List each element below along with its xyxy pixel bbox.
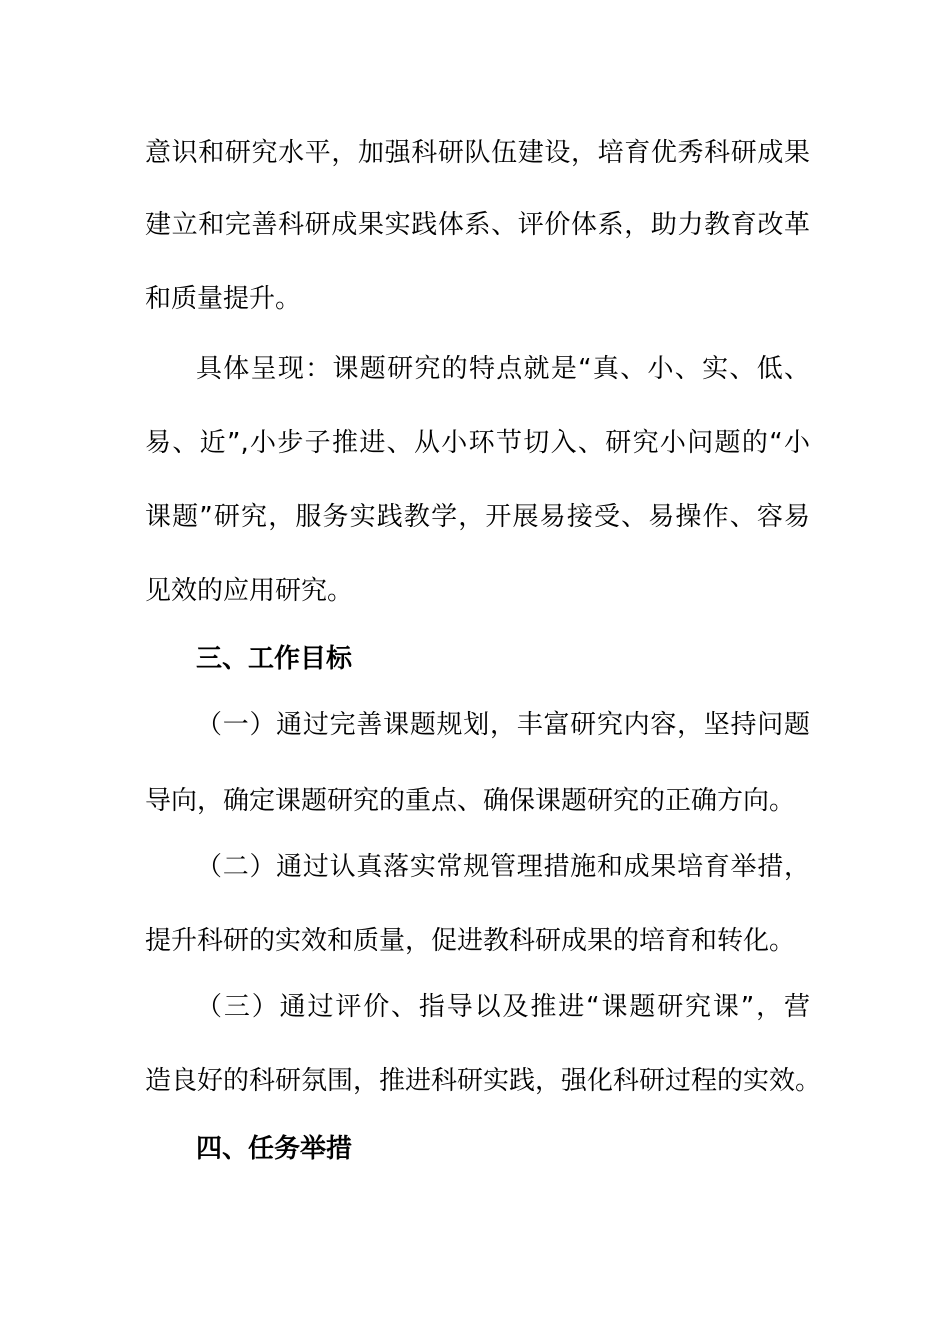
section-heading-task-measures: 四、任务举措 xyxy=(196,1134,353,1164)
paragraph-line: （一）通过完善课题规划，丰富研究内容，坚持问题 xyxy=(196,710,810,740)
paragraph-line: （二）通过认真落实常规管理措施和成果培育举措， xyxy=(196,852,810,882)
paragraph-line: 和质量提升。 xyxy=(145,284,302,314)
paragraph-line: 建立和完善科研成果实践体系、评价体系，助力教育改革 xyxy=(145,210,810,240)
paragraph-line: 提升科研的实效和质量，促进教科研成果的培育和转化。 xyxy=(145,926,796,956)
paragraph-line: 见效的应用研究。 xyxy=(145,576,354,606)
paragraph-line: 意识和研究水平，加强科研队伍建设，培育优秀科研成果 xyxy=(145,138,810,168)
paragraph-line: 造良好的科研氛围，推进科研实践，强化科研过程的实效。 xyxy=(145,1066,822,1096)
paragraph-line: 具体呈现：课题研究的特点就是“真、小、实、低、 xyxy=(196,354,810,384)
paragraph-line: （三）通过评价、指导以及推进“课题研究课”，营 xyxy=(196,992,810,1022)
paragraph-line: 课题”研究，服务实践教学，开展易接受、易操作、容易 xyxy=(145,502,810,532)
paragraph-line: 易、近”,小步子推进、从小环节切入、研究小问题的“小 xyxy=(145,428,810,458)
section-heading-work-goals: 三、工作目标 xyxy=(196,644,353,674)
paragraph-line: 导向，确定课题研究的重点、确保课题研究的正确方向。 xyxy=(145,786,796,816)
